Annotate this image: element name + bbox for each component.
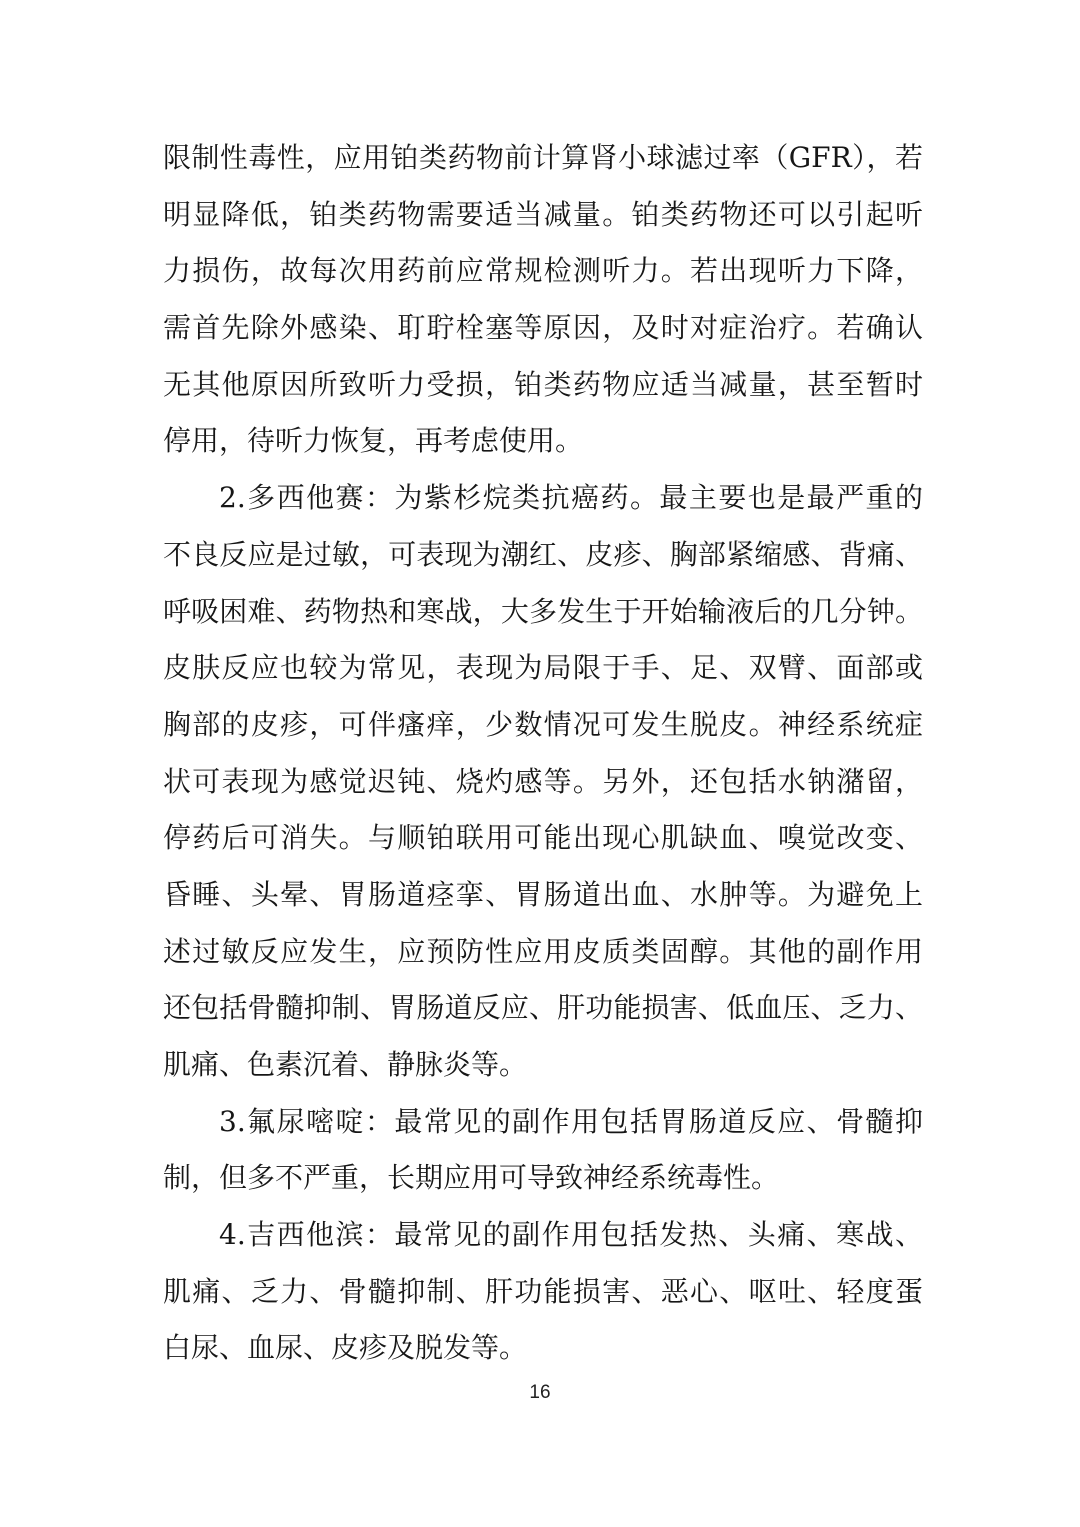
text-line: 白尿、血尿、皮疹及脱发等。 <box>163 1331 528 1365</box>
text-line: 需首先除外感染、耵聍栓塞等原因，及时对症治疗。若确认 <box>163 311 923 345</box>
text-line: 制，但多不严重，长期应用可导致神经系统毒性。 <box>163 1161 780 1195</box>
text-line: 不良反应是过敏，可表现为潮红、皮疹、胸部紧缩感、背痛、 <box>163 537 923 571</box>
text-line: 胸部的皮疹，可伴瘙痒，少数情况可发生脱皮。神经系统症 <box>163 707 923 741</box>
paragraph-gemcitabine-start: 4.吉西他滨：最常见的副作用包括发热、头痛、寒战、 <box>219 1218 923 1252</box>
paragraph-fluorouracil-start: 3.氟尿嘧啶：最常见的副作用包括胃肠道反应、骨髓抑 <box>219 1104 923 1138</box>
text-line: 述过敏反应发生，应预防性应用皮质类固醇。其他的副作用 <box>163 934 923 968</box>
text-line: 停用，待听力恢复，再考虑使用。 <box>163 424 584 458</box>
text-line: 皮肤反应也较为常见，表现为局限于手、足、双臂、面部或 <box>163 651 923 685</box>
page-number: 16 <box>529 1382 551 1403</box>
text-line: 呼吸困难、药物热和寒战，大多发生于开始输液后的几分钟。 <box>163 594 923 628</box>
body-text <box>163 130 923 1377</box>
text-line: 肌痛、色素沉着、静脉炎等。 <box>163 1048 528 1081</box>
text-line: 明显降低，铂类药物需要适当减量。铂类药物还可以引起听 <box>163 197 923 231</box>
text-line: 力损伤，故每次用药前应常规检测听力。若出现听力下降， <box>163 254 923 288</box>
text-line: 无其他原因所致听力受损，铂类药物应适当减量，甚至暂时 <box>163 367 923 401</box>
text-line: 限制性毒性，应用铂类药物前计算肾小球滤过率（GFR），若 <box>163 141 923 174</box>
text-line: 状可表现为感觉迟钝、烧灼感等。另外，还包括水钠潴留， <box>163 764 923 798</box>
text-line: 还包括骨髓抑制、胃肠道反应、肝功能损害、低血压、乏力、 <box>163 991 923 1025</box>
paragraph-docetaxel-start: 2.多西他赛：为紫杉烷类抗癌药。最主要也是最严重的 <box>219 481 923 515</box>
text-line: 停药后可消失。与顺铂联用可能出现心肌缺血、嗅觉改变、 <box>163 821 923 855</box>
text-line: 昏睡、头晕、胃肠道痉挛、胃肠道出血、水肿等。为避免上 <box>163 877 923 911</box>
text-line: 肌痛、乏力、骨髓抑制、肝功能损害、恶心、呕吐、轻度蛋 <box>163 1274 923 1308</box>
